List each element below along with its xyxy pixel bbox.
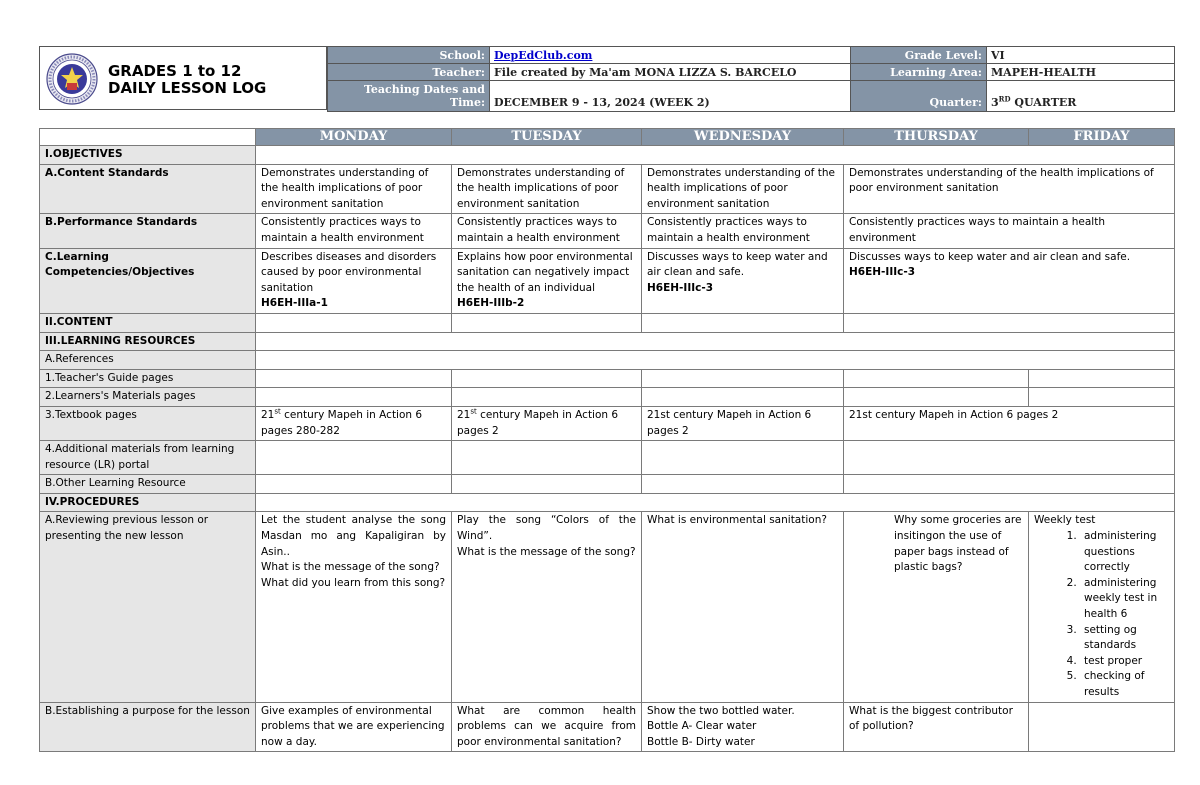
performance-standards-thu: Consistently practices ways to maintain a health environment — [844, 214, 1175, 248]
references-cell — [256, 351, 1175, 370]
textbook-num: 21 — [457, 408, 471, 421]
competencies-mon — [256, 248, 452, 313]
textbook-wed: 21st century Mapeh in Action 6 pages 2 — [642, 406, 844, 440]
list-item: 4. test proper — [1080, 654, 1169, 670]
school-link[interactable]: DepEdClub.com — [494, 48, 593, 62]
content-mon — [256, 313, 452, 332]
purpose-wed-line: Bottle B- Dirty water — [647, 735, 755, 748]
other-resources-row — [40, 475, 1175, 494]
performance-standards-mon: Consistently practices ways to maintain a health environment — [256, 214, 452, 248]
content-label: II.CONTENT — [40, 313, 256, 332]
weekly-test-list — [1034, 529, 1169, 701]
competencies-label: C.Learning Competencies/Objectives — [40, 248, 256, 313]
deped-seal-icon — [46, 53, 98, 105]
references-row — [40, 351, 1175, 370]
teachers-guide-row — [40, 369, 1175, 388]
tg-mon — [256, 369, 452, 388]
competency-code: H6EH-IIIc-3 — [647, 281, 714, 294]
day-header-thursday: THURSDAY — [844, 129, 1029, 146]
title-line-2: DAILY LESSON LOG — [108, 79, 267, 97]
purpose-wed-line: Show the two bottled water. — [647, 704, 795, 717]
teaching-dates-value: DECEMBER 9 - 13, 2024 (WEEK 2) — [490, 81, 851, 112]
lm-tue — [452, 388, 642, 407]
reviewing-label: A.Reviewing previous lesson or presenting the new lesson — [40, 512, 256, 702]
reviewing-tue-line: What is the message of the song? — [457, 545, 636, 558]
competencies-row — [40, 248, 1175, 313]
weekly-test-title: Weekly test — [1034, 514, 1096, 527]
textbook-rest: century Mapeh in Action 6 pages 280-282 — [261, 408, 423, 437]
day-header-monday: MONDAY — [256, 129, 452, 146]
day-header-wednesday: WEDNESDAY — [642, 129, 844, 146]
textbook-row — [40, 406, 1175, 440]
or-wed — [642, 475, 844, 494]
learning-resources-label: III.LEARNING RESOURCES — [40, 332, 256, 351]
learning-resources-row — [40, 332, 1175, 351]
performance-standards-tue: Consistently practices ways to maintain a health environment — [452, 214, 642, 248]
grade-level-value: VI — [987, 47, 1175, 64]
reviewing-wed: What is environmental sanitation? — [642, 512, 844, 702]
list-item: 3. setting og standards — [1080, 623, 1169, 654]
textbook-sup: st — [274, 407, 281, 416]
learning-resources-cell — [256, 332, 1175, 351]
purpose-row — [40, 702, 1175, 752]
am-mon — [256, 441, 452, 475]
reviewing-tue — [452, 512, 642, 702]
am-tue — [452, 441, 642, 475]
purpose-wed — [642, 702, 844, 752]
day-header-tuesday: TUESDAY — [452, 129, 642, 146]
teacher-value: File created by Ma'am MONA LIZZA S. BARCELO — [490, 64, 851, 81]
objectives-row — [40, 146, 1175, 165]
content-wed — [642, 313, 844, 332]
quarter-suffix: RD — [998, 94, 1011, 104]
textbook-thu: 21st century Mapeh in Action 6 pages 2 — [844, 406, 1175, 440]
teaching-dates-label: Teaching Dates and Time: — [328, 81, 490, 112]
tg-fri — [1029, 369, 1175, 388]
purpose-fri — [1029, 702, 1175, 752]
title-line-1: GRADES 1 to 12 — [108, 62, 242, 80]
content-standards-thu: Demonstrates understanding of the health implications of poor environment sanitation — [844, 164, 1175, 214]
lm-fri — [1029, 388, 1175, 407]
school-label: School: — [328, 47, 490, 64]
learners-materials-row — [40, 388, 1175, 407]
procedures-cell — [256, 493, 1175, 512]
content-standards-wed: Demonstrates understanding of the health implications of poor environment sanitation — [642, 164, 844, 214]
performance-standards-row — [40, 214, 1175, 248]
reviewing-tue-line: Play the song “Colors of the Wind”. — [457, 514, 636, 543]
document-title — [108, 63, 266, 97]
reviewing-thu: Why some groceries are insitingon the use of paper bags instead of plastic bags? — [844, 512, 1029, 702]
competency-text: Explains how poor environmental sanitation can negatively impact the health of an individual — [457, 250, 633, 294]
lm-wed — [642, 388, 844, 407]
am-wed — [642, 441, 844, 475]
additional-materials-row — [40, 441, 1175, 475]
content-standards-label: A.Content Standards — [40, 164, 256, 214]
teachers-guide-label: 1.Teacher's Guide pages — [40, 369, 256, 388]
performance-standards-wed: Consistently practices ways to maintain a health environment — [642, 214, 844, 248]
quarter-value — [987, 81, 1175, 112]
textbook-num: 21 — [261, 408, 275, 421]
other-resources-label: B.Other Learning Resource — [40, 475, 256, 494]
purpose-label: B.Establishing a purpose for the lesson — [40, 702, 256, 752]
competencies-tue — [452, 248, 642, 313]
competencies-wed — [642, 248, 844, 313]
purpose-mon: Give examples of environmental problems that we are experiencing now a day. — [256, 702, 452, 752]
content-standards-mon: Demonstrates understanding of the health implications of poor environment sanitation — [256, 164, 452, 214]
reviewing-fri — [1029, 512, 1175, 702]
additional-materials-label: 4.Additional materials from learning resource (LR) portal — [40, 441, 256, 475]
teacher-label: Teacher: — [328, 64, 490, 81]
header-title-box — [39, 46, 327, 110]
header-info-table — [327, 46, 1175, 112]
list-item: 1. administering questions correctly — [1080, 529, 1169, 576]
purpose-tue: What are common health problems can we acquire from poor environmental sanitation? — [452, 702, 642, 752]
day-header-row — [40, 129, 1175, 146]
purpose-thu: What is the biggest contributor of pollution? — [844, 702, 1029, 752]
lesson-log-table — [39, 128, 1175, 752]
content-standards-tue: Demonstrates understanding of the health implications of poor environment sanitation — [452, 164, 642, 214]
references-label: A.References — [40, 351, 256, 370]
learners-materials-label: 2.Learners's Materials pages — [40, 388, 256, 407]
textbook-mon — [256, 406, 452, 440]
list-item: 5. checking of results — [1080, 669, 1169, 700]
school-value[interactable] — [490, 47, 851, 64]
tg-tue — [452, 369, 642, 388]
content-row — [40, 313, 1175, 332]
reviewing-row — [40, 512, 1175, 702]
textbook-label: 3.Textbook pages — [40, 406, 256, 440]
lm-thu — [844, 388, 1029, 407]
competency-code: H6EH-IIIb-2 — [457, 297, 525, 310]
content-thu — [844, 313, 1175, 332]
objectives-label: I.OBJECTIVES — [40, 146, 256, 165]
reviewing-mon-line: What is the message of the song? — [261, 561, 440, 574]
learning-area-label: Learning Area: — [851, 64, 987, 81]
competency-text: Describes diseases and disorders caused by poor environmental sanitation — [261, 250, 437, 294]
tg-wed — [642, 369, 844, 388]
textbook-sup: st — [470, 407, 477, 416]
or-thu — [844, 475, 1175, 494]
learning-area-value: MAPEH-HEALTH — [987, 64, 1175, 81]
reviewing-mon-line: Let the student analyse the song Masdan mo ang Kapaligiran by Asin.. — [261, 514, 446, 558]
lm-mon — [256, 388, 452, 407]
reviewing-mon-line: What did you learn from this song? — [261, 576, 446, 589]
textbook-rest: century Mapeh in Action 6 pages 2 — [457, 408, 619, 437]
purpose-wed-line: Bottle A- Clear water — [647, 720, 757, 733]
procedures-label: IV.PROCEDURES — [40, 493, 256, 512]
am-thu — [844, 441, 1175, 475]
grade-level-label: Grade Level: — [851, 47, 987, 64]
competency-code: H6EH-IIIc-3 — [849, 266, 916, 279]
quarter-label: Quarter: — [851, 81, 987, 112]
competency-text: Discusses ways to keep water and air clean and safe. — [647, 250, 828, 279]
or-mon — [256, 475, 452, 494]
tg-thu — [844, 369, 1029, 388]
corner-cell — [40, 129, 256, 146]
content-tue — [452, 313, 642, 332]
content-standards-row — [40, 164, 1175, 214]
day-header-friday: FRIDAY — [1029, 129, 1175, 146]
competency-text: Discusses ways to keep water and air clean and safe. — [849, 250, 1131, 263]
textbook-tue — [452, 406, 642, 440]
objectives-cell — [256, 146, 1175, 165]
quarter-word: QUARTER — [1014, 96, 1077, 109]
competencies-thu — [844, 248, 1175, 313]
procedures-row — [40, 493, 1175, 512]
competency-code: H6EH-IIIa-1 — [261, 297, 328, 310]
list-item: 2. administering weekly test in health 6 — [1080, 576, 1169, 623]
performance-standards-label: B.Performance Standards — [40, 214, 256, 248]
quarter-number: 3 — [991, 96, 999, 109]
or-tue — [452, 475, 642, 494]
reviewing-mon — [256, 512, 452, 702]
